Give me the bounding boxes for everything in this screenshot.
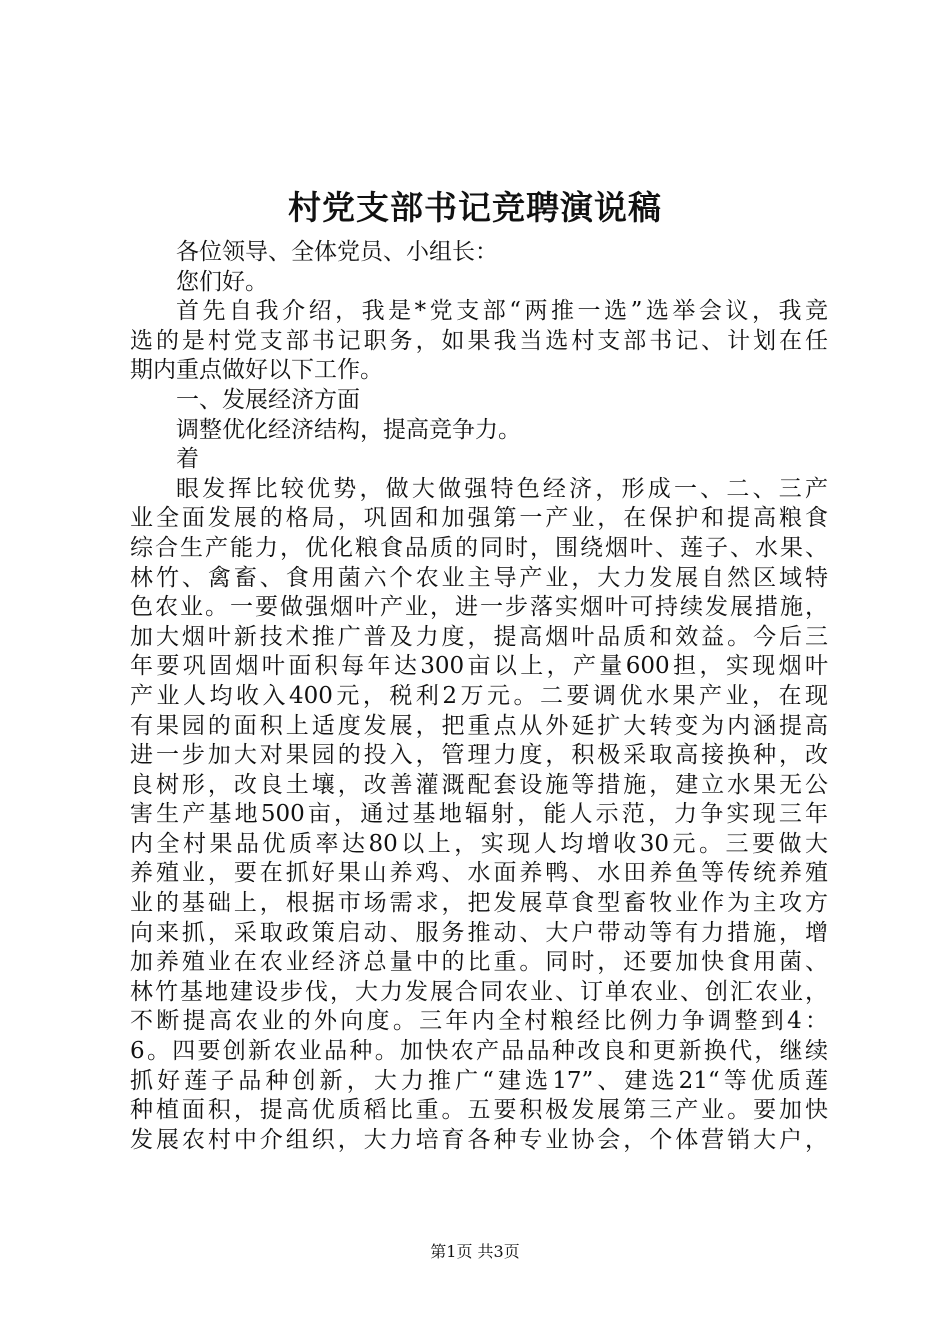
subheading-line: 调整优化经济结构，提高竞争力。 [176, 416, 521, 443]
paragraph-line: 害生产基地500亩，通过基地辐射，能人示范，力争实现三年 [130, 801, 828, 828]
paragraph-line: 内全村果品优质率达80以上，实现人均增收30元。三要做大 [130, 830, 828, 857]
paragraph-line: 着 [176, 446, 199, 473]
page-footer: 第1页 共3页 [430, 1242, 520, 1261]
paragraph-line: 年要巩固烟叶面积每年达300亩以上，产量600担，实现烟叶 [130, 653, 828, 680]
paragraph-line: 种植面积，提高优质稻比重。五要积极发展第三产业。要加快 [130, 1097, 828, 1124]
document-title: 村党支部书记竞聘演说稿 [288, 188, 662, 227]
paragraph-line: 综合生产能力，优化粮食品质的同时，围绕烟叶、莲子、水果、 [130, 534, 828, 561]
paragraph-line: 发展农村中介组织，大力培育各种专业协会，个体营销大户， [130, 1126, 828, 1153]
paragraph-line: 林竹、禽畜、食用菌六个农业主导产业，大力发展自然区域特 [130, 564, 828, 591]
paragraph-line: 有果园的面积上适度发展，把重点从外延扩大转变为内涵提高 [130, 712, 828, 739]
paragraph-line: 业的基础上，根据市场需求，把发展草食型畜牧业作为主攻方 [130, 890, 828, 917]
paragraph-line: 加大烟叶新技术推广普及力度，提高烟叶品质和效益。今后三 [130, 623, 828, 650]
paragraph-line: 6。四要创新农业品种。加快农产品品种改良和更新换代，继续 [130, 1038, 828, 1065]
greeting-line: 您们好。 [176, 268, 268, 295]
paragraph-line: 进一步加大对果园的投入，管理力度，积极采取高接换种，改 [130, 742, 828, 769]
paragraph-line: 不断提高农业的外向度。三年内全村粮经比例力争调整到4： [130, 1008, 828, 1035]
paragraph-line: 向来抓，采取政策启动、服务推动、大户带动等有力措施，增 [130, 919, 828, 946]
salutation-line: 各位领导、全体党员、小组长： [176, 239, 498, 265]
paragraph-line: 林竹基地建设步伐，大力发展合同农业、订单农业、创汇农业， [130, 978, 828, 1005]
paragraph-line: 首先自我介绍，我是*党支部“两推一选”选举会议，我竞 [176, 298, 828, 325]
paragraph-line: 加养殖业在农业经济总量中的比重。同时，还要加快食用菌、 [130, 949, 828, 976]
paragraph-line: 期内重点做好以下工作。 [130, 357, 383, 384]
paragraph-line: 色农业。一要做强烟叶产业，进一步落实烟叶可持续发展措施， [130, 594, 828, 621]
section-heading: 一、发展经济方面 [176, 386, 360, 413]
paragraph-line: 选的是村党支部书记职务，如果我当选村支部书记、计划在任 [130, 327, 828, 354]
paragraph-line: 眼发挥比较优势，做大做强特色经济，形成一、二、三产 [176, 475, 828, 502]
document-body [130, 238, 828, 1155]
paragraph-line: 养殖业，要在抓好果山养鸡、水面养鸭、水田养鱼等传统养殖 [130, 860, 828, 887]
paragraph-line: 产业人均收入400元，税利2万元。二要调优水果产业，在现 [130, 682, 828, 709]
paragraph-line: 良树形，改良土壤，改善灌溉配套设施等措施，建立水果无公 [130, 771, 828, 798]
paragraph-line: 业全面发展的格局，巩固和加强第一产业，在保护和提高粮食 [130, 505, 828, 532]
paragraph-line: 抓好莲子品种创新，大力推广“建选17”、建选21“等优质莲 [130, 1067, 828, 1094]
